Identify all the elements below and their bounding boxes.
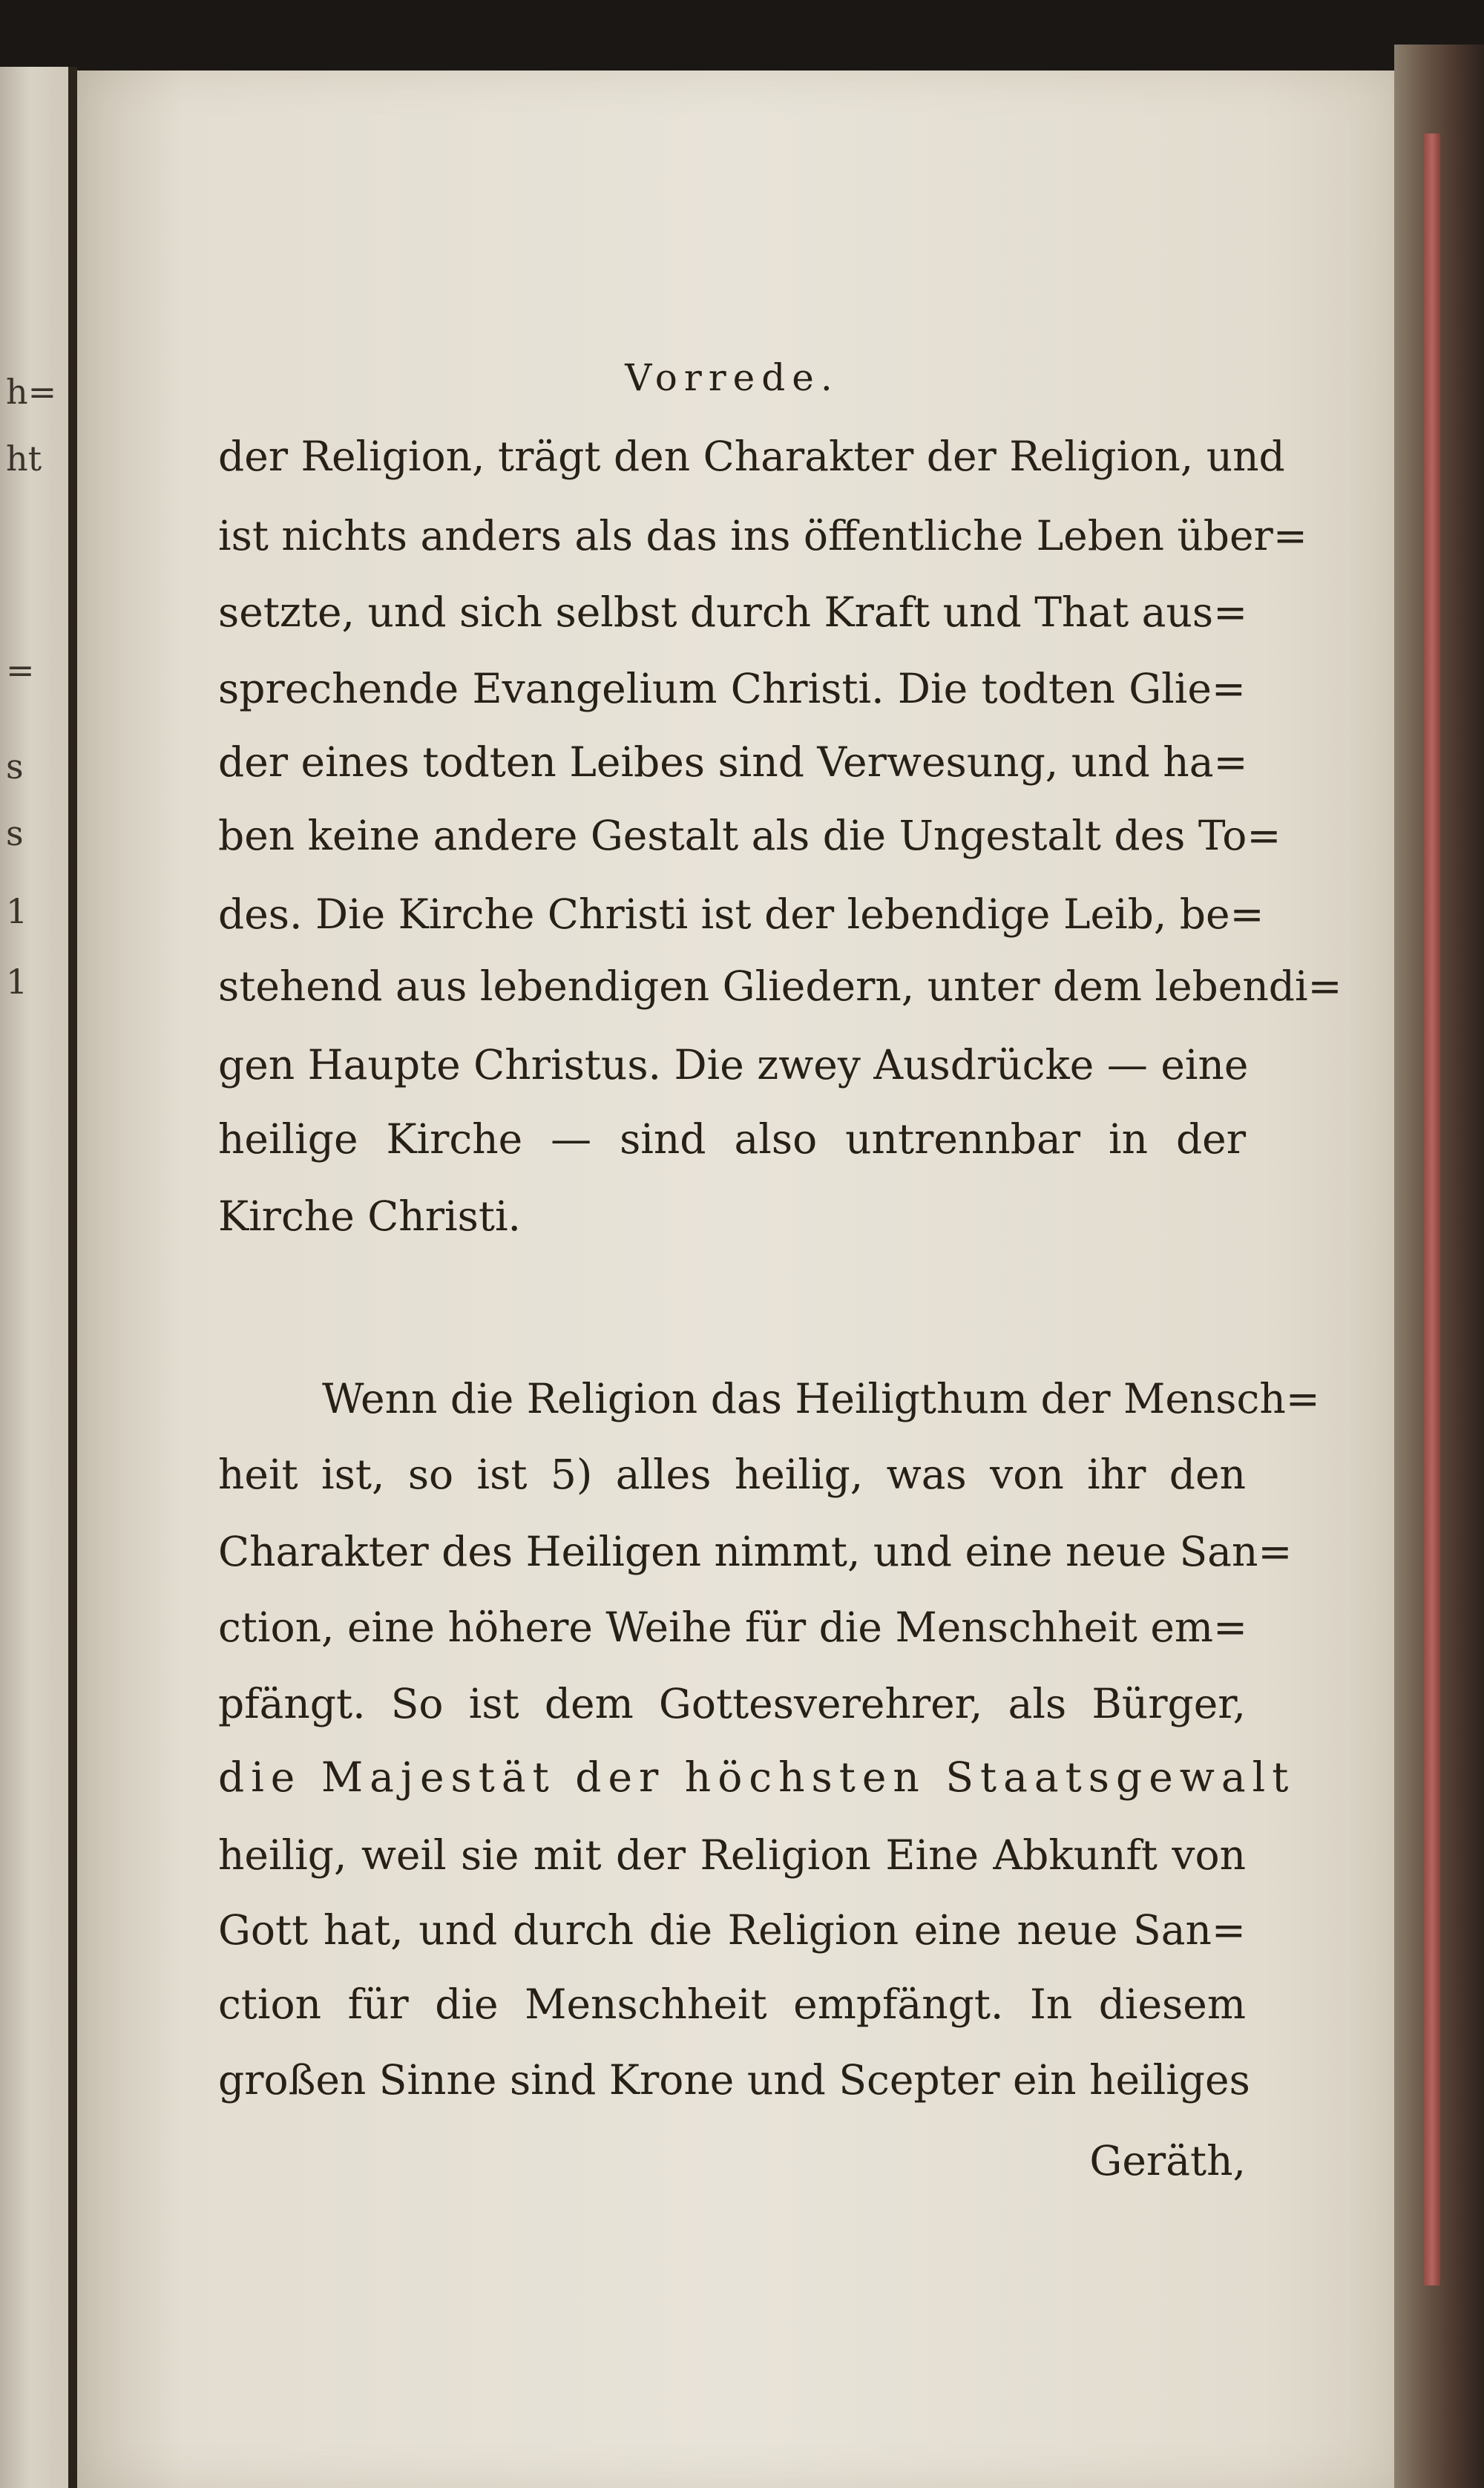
- text-line: ction für die Menschheit empfängt. In diesem: [218, 1980, 1246, 2028]
- red-page-edge: [1424, 134, 1440, 2285]
- left-page-fragment: s: [6, 746, 24, 787]
- text-line: heit ist, so ist 5) alles heilig, was von ihr den: [218, 1451, 1246, 1498]
- text-line: ction, eine höhere Weihe für die Menschheit em=: [218, 1604, 1248, 1651]
- catchword: Geräth,: [1089, 2137, 1246, 2185]
- text-line: stehend aus lebendigen Gliedern, unter dem lebendi=: [218, 962, 1342, 1010]
- left-page-fragment: 1: [6, 891, 28, 931]
- text-line: heilig, weil sie mit der Religion Eine Abkunft von: [218, 1831, 1246, 1879]
- previous-page-edge: [0, 67, 68, 2488]
- left-page-fragment: =: [6, 650, 35, 690]
- book-binding-edge: [1394, 45, 1484, 2488]
- text-line: heilige Kirche — sind also untrennbar in der: [218, 1115, 1246, 1163]
- left-page-fragment: s: [6, 813, 24, 853]
- text-line: sprechende Evangelium Christi. Die todten Glie=: [218, 665, 1246, 712]
- text-line: ist nichts anders als das ins öffentliche Leben über=: [218, 512, 1307, 559]
- text-line: pfängt. So ist dem Gottesverehrer, als Bürger,: [218, 1680, 1246, 1727]
- book-page: [77, 70, 1394, 2488]
- gutter-shadow: [68, 67, 77, 2488]
- text-line: des. Die Kirche Christi ist der lebendige Leib, be=: [218, 890, 1264, 938]
- text-line: die Majestät der höchsten Staatsgewalt: [218, 1753, 1296, 1801]
- text-line: Charakter des Heiligen nimmt, und eine neue San=: [218, 1528, 1293, 1575]
- text-line: Wenn die Religion das Heiligthum der Mensch=: [322, 1375, 1320, 1422]
- left-page-fragment: h=: [6, 372, 57, 412]
- text-line: ben keine andere Gestalt als die Ungestalt des To=: [218, 812, 1281, 859]
- running-header: Vorrede.: [625, 356, 839, 399]
- text-line: setzte, und sich selbst durch Kraft und That aus=: [218, 588, 1248, 636]
- text-line: Gott hat, und durch die Religion eine neue San=: [218, 1906, 1246, 1954]
- left-page-fragment: ht: [6, 439, 42, 479]
- text-line: der Religion, trägt den Charakter der Religion, und: [218, 433, 1285, 480]
- text-line: Kirche Christi.: [218, 1192, 522, 1240]
- text-line: gen Haupte Christus. Die zwey Ausdrücke — eine: [218, 1041, 1249, 1089]
- text-line: großen Sinne sind Krone und Scepter ein heiliges: [218, 2056, 1250, 2104]
- text-line: der eines todten Leibes sind Verwesung, und ha=: [218, 738, 1248, 786]
- left-page-fragment: 1: [6, 962, 28, 1002]
